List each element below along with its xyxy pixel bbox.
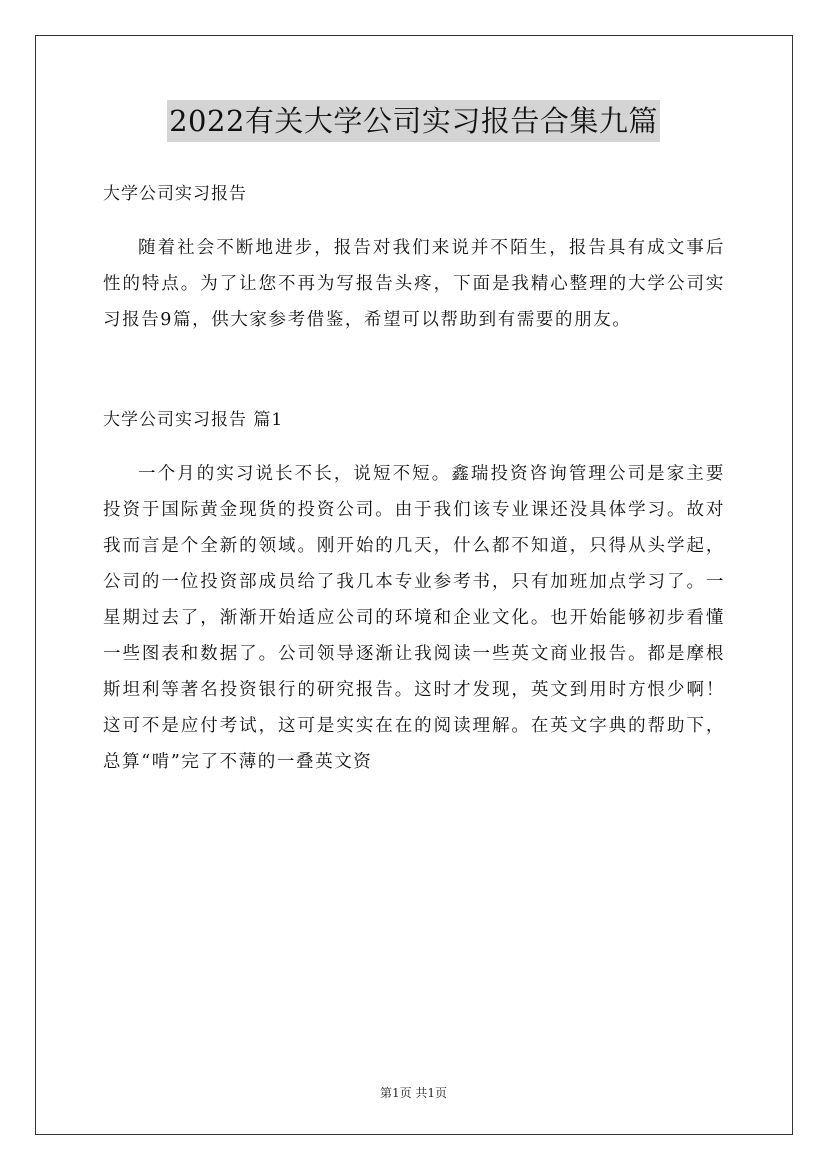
- section1-paragraph: 一个月的实习说长不长，说短不短。鑫瑞投资咨询管理公司是家主要投资于国际黄金现货的投资公司。由于我们该专业课还没具体学习。故对我而言是个全新的领域。刚开始的几天，什么都不知道，只得从头学起，公司的一位投资部成员给了我几本专业参考书，只有加班加点学习了。一星期过去了，渐渐开始适应公司的环境和企业文化。也开始能够初步看懂一些图表和数据了。公司领导逐渐让我阅读一些英文商业报告。都是摩根斯坦利等著名投资银行的研究报告。这时才发现，英文到用时方恨少啊！这可不是应付考试，这可是实实在在的阅读理解。在英文字典的帮助下，总算“啃”完了不薄的一叠英文资: [103, 464, 725, 772]
- document-body: [103, 176, 725, 780]
- title-container: [0, 100, 827, 142]
- section1-heading: 大学公司实习报告 篇1: [103, 410, 284, 430]
- document-title: 2022有关大学公司实习报告合集九篇: [167, 100, 660, 142]
- page-footer: 第1页 共1页: [379, 1086, 448, 1100]
- intro-heading: 大学公司实习报告: [103, 184, 247, 204]
- section-spacer: [103, 338, 725, 402]
- intro-paragraph: 随着社会不断地进步，报告对我们来说并不陌生，报告具有成文事后性的特点。为了让您不再为写报告头疼，下面是我精心整理的大学公司实习报告9篇，供大家参考借鉴，希望可以帮助到有需要的朋友。: [103, 238, 725, 330]
